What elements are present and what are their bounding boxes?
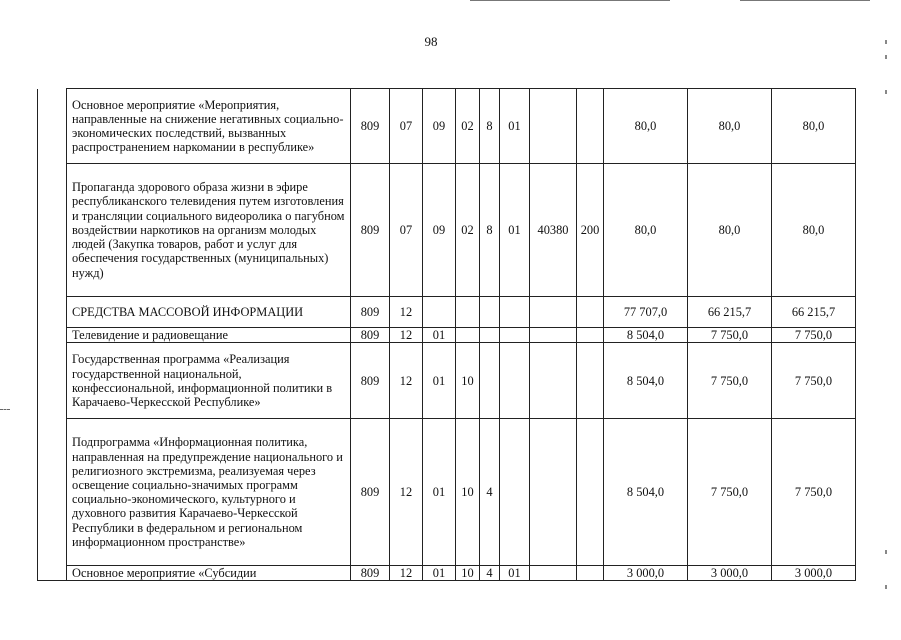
direction-code: 40380: [530, 164, 577, 297]
amount-col-2: 7 750,0: [688, 328, 772, 343]
margin-cell: [38, 419, 67, 566]
direction-code: [530, 343, 577, 419]
amount-col-1: 77 707,0: [604, 297, 688, 328]
section-code: 07: [390, 89, 423, 164]
direction-code: [530, 419, 577, 566]
table-row: [38, 164, 856, 297]
program-code: 10: [456, 566, 480, 581]
subsection-code: 01: [423, 343, 456, 419]
table-row: [38, 343, 856, 419]
amount-col-3: 3 000,0: [772, 566, 856, 581]
amount-col-2: 7 750,0: [688, 343, 772, 419]
amount-col-2: 80,0: [688, 164, 772, 297]
row-name: Телевидение и радиовещание: [67, 328, 351, 343]
budget-table: [37, 88, 856, 581]
subsection-code: 09: [423, 164, 456, 297]
ved-code: 809: [351, 164, 390, 297]
left-margin-mark: [0, 409, 10, 411]
expense-type-code: [577, 566, 604, 581]
section-code: 12: [390, 419, 423, 566]
event-code: 01: [500, 89, 530, 164]
subprogram-code: [480, 328, 500, 343]
amount-col-3: 80,0: [772, 164, 856, 297]
subsection-code: 01: [423, 419, 456, 566]
amount-col-3: 7 750,0: [772, 343, 856, 419]
amount-col-3: 7 750,0: [772, 419, 856, 566]
right-margin-mark: [885, 40, 887, 44]
event-code: [500, 343, 530, 419]
right-margin-mark: [885, 55, 887, 59]
page-number: 98: [424, 34, 438, 49]
event-code: [500, 297, 530, 328]
program-code: 10: [456, 343, 480, 419]
top-edge-rule-right: [740, 0, 870, 1]
expense-type-code: [577, 419, 604, 566]
direction-code: [530, 89, 577, 164]
expense-type-code: [577, 89, 604, 164]
expense-type-code: [577, 343, 604, 419]
amount-col-1: 80,0: [604, 164, 688, 297]
top-edge-rule-left: [470, 0, 670, 1]
amount-col-1: 80,0: [604, 89, 688, 164]
program-code: [456, 297, 480, 328]
amount-col-2: 80,0: [688, 89, 772, 164]
section-code: 12: [390, 328, 423, 343]
amount-col-1: 8 504,0: [604, 419, 688, 566]
table-row: [38, 328, 856, 343]
section-code: 12: [390, 297, 423, 328]
program-code: [456, 328, 480, 343]
event-code: 01: [500, 164, 530, 297]
section-code: 12: [390, 566, 423, 581]
amount-col-3: 7 750,0: [772, 328, 856, 343]
subprogram-code: 4: [480, 419, 500, 566]
subprogram-code: 8: [480, 164, 500, 297]
table-row: [38, 89, 856, 164]
event-code: 01: [500, 566, 530, 581]
amount-col-3: 80,0: [772, 89, 856, 164]
right-margin-mark: [885, 550, 887, 554]
ved-code: 809: [351, 419, 390, 566]
row-name: СРЕДСТВА МАССОВОЙ ИНФОРМАЦИИ: [67, 297, 351, 328]
expense-type-code: 200: [577, 164, 604, 297]
expense-type-code: [577, 328, 604, 343]
subsection-code: 01: [423, 566, 456, 581]
direction-code: [530, 297, 577, 328]
ved-code: 809: [351, 328, 390, 343]
right-margin-mark: [885, 585, 887, 589]
subsection-code: 01: [423, 328, 456, 343]
margin-cell: [38, 566, 67, 581]
margin-cell: [38, 343, 67, 419]
table-row: [38, 566, 856, 581]
subprogram-code: [480, 297, 500, 328]
ved-code: 809: [351, 297, 390, 328]
margin-cell: [38, 328, 67, 343]
row-name: Подпрограмма «Информационная политика, направленная на предупреждение национального и религиозного экстремизма, реализуемая через освещение социально-значимых программ социально-экономического, культурного и духовного развития Карачаево-Черкесской Республики в федеральном и региональном информационном пространстве»: [67, 419, 351, 566]
amount-col-2: 7 750,0: [688, 419, 772, 566]
amount-col-2: 66 215,7: [688, 297, 772, 328]
event-code: [500, 419, 530, 566]
program-code: 02: [456, 164, 480, 297]
ved-code: 809: [351, 89, 390, 164]
amount-col-1: 3 000,0: [604, 566, 688, 581]
row-name: Основное мероприятие «Мероприятия, направленные на снижение негативных социально-экономических последствий, вызванных распространением наркомании в республике»: [67, 89, 351, 164]
event-code: [500, 328, 530, 343]
subprogram-code: [480, 343, 500, 419]
direction-code: [530, 566, 577, 581]
program-code: 02: [456, 89, 480, 164]
margin-cell: [38, 164, 67, 297]
row-name: Основное мероприятие «Субсидии: [67, 566, 351, 581]
ved-code: 809: [351, 566, 390, 581]
margin-cell: [38, 297, 67, 328]
amount-col-2: 3 000,0: [688, 566, 772, 581]
program-code: 10: [456, 419, 480, 566]
direction-code: [530, 328, 577, 343]
ved-code: 809: [351, 343, 390, 419]
margin-cell: [38, 89, 67, 164]
row-name: Пропаганда здорового образа жизни в эфире республиканского телевидения путем изготовления и трансляции социального видеоролика о пагубном воздействии наркотиков на организм молодых людей (Закупка товаров, работ и услуг для обеспечения государственных (муниципальных) нужд): [67, 164, 351, 297]
section-code: 12: [390, 343, 423, 419]
table-row: [38, 419, 856, 566]
amount-col-3: 66 215,7: [772, 297, 856, 328]
right-margin-mark: [885, 90, 887, 94]
subsection-code: 09: [423, 89, 456, 164]
expense-type-code: [577, 297, 604, 328]
table-row: [38, 297, 856, 328]
subsection-code: [423, 297, 456, 328]
amount-col-1: 8 504,0: [604, 328, 688, 343]
subprogram-code: 8: [480, 89, 500, 164]
row-name: Государственная программа «Реализация государственной национальной, конфессиональной, информационной политики в Карачаево-Черкесской Республике»: [67, 343, 351, 419]
subprogram-code: 4: [480, 566, 500, 581]
section-code: 07: [390, 164, 423, 297]
amount-col-1: 8 504,0: [604, 343, 688, 419]
